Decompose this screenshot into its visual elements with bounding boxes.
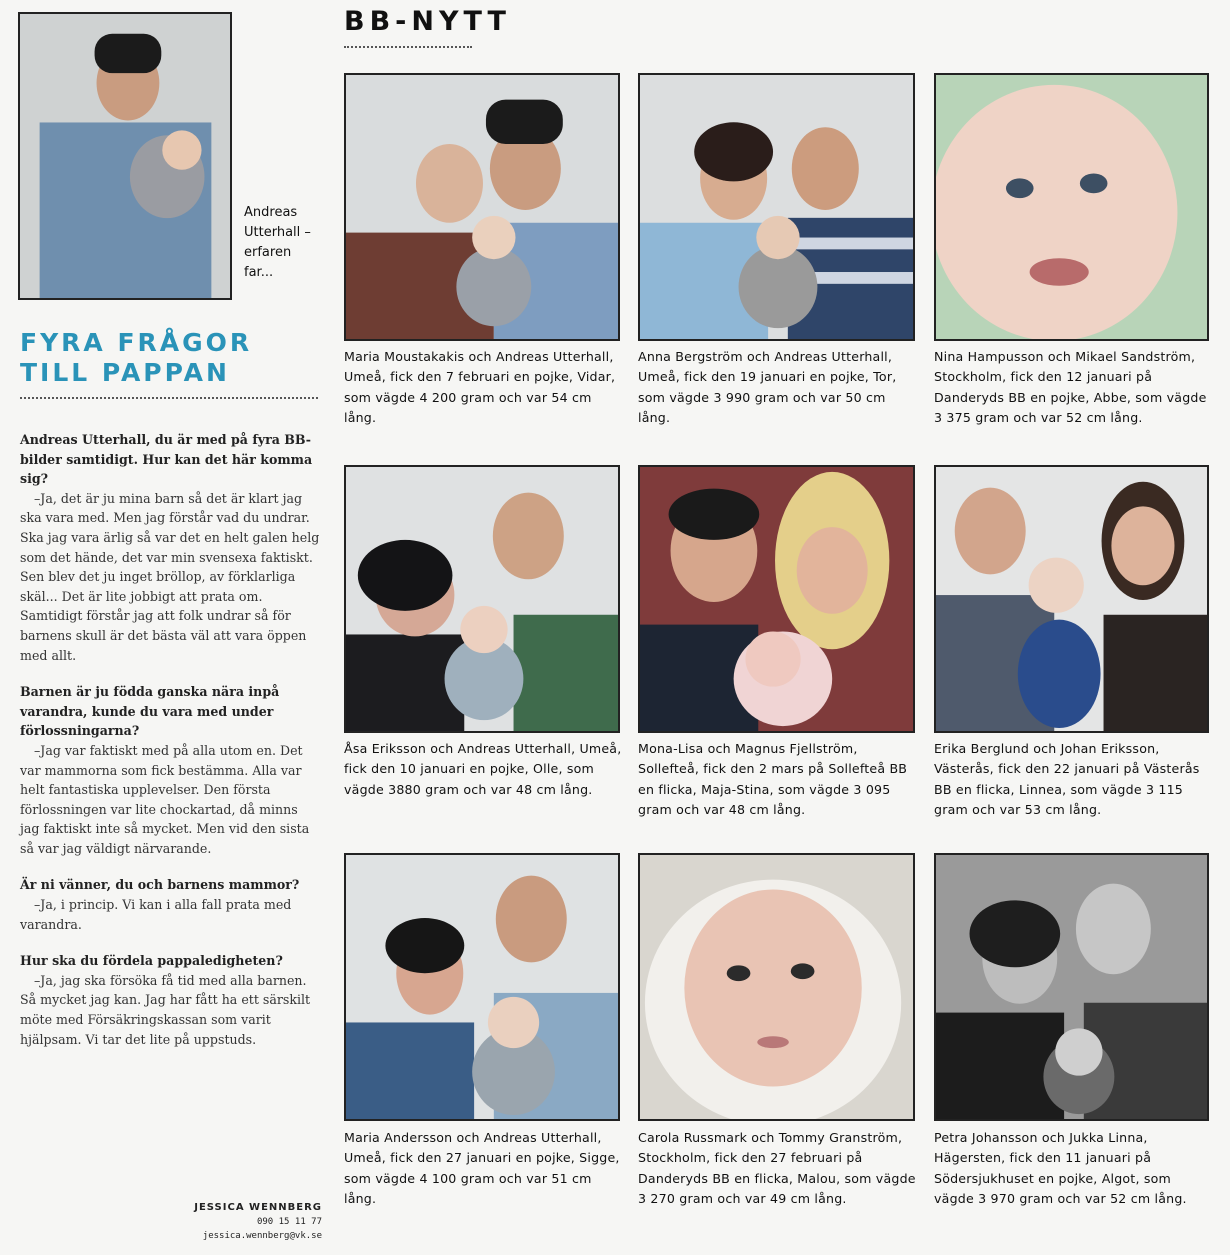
featured-photo-caption: Andreas Utterhall – erfaren far...	[244, 205, 311, 280]
announcement-caption-4: Åsa Eriksson och Andreas Utterhall, Umeå, fick den 10 januari en pojke, Olle, som vägde 3880 gram och var 48 cm lång.	[344, 741, 622, 797]
baby-photo-3-image	[936, 75, 1207, 339]
family-photo-1-image	[346, 75, 618, 339]
byline-name: JESSICA WENNBERG	[194, 1202, 322, 1213]
announcement-photo-4	[344, 465, 620, 733]
announcement-photo-6	[934, 465, 1209, 733]
section-rubric: BB-NYTT	[344, 6, 511, 37]
announcement-photo-8	[638, 853, 915, 1121]
announcement-photo-9	[934, 853, 1209, 1121]
announcement-photo-1	[344, 73, 620, 341]
family-photo-2-image	[640, 75, 913, 339]
question-2: Barnen är ju födda ganska nära inpå varandra, kunde du vara med under förlossningarna?	[20, 684, 280, 739]
announcement-caption-2: Anna Bergström och Andreas Utterhall, Umeå, fick den 19 januari en pojke, Tor, som vägde 3 990 gram och var 50 cm lång.	[638, 349, 897, 426]
answer-2: –Jag var faktiskt med på alla utom en. Det var mammorna som fick bestämma. Alla var helt fantastiska upplevelser. Den första förlossningen var lite chockartad, då minns jag faktiskt inte så mycket. Men vid den sista så var jag väldigt närvarande.	[20, 742, 310, 856]
question-1: Andreas Utterhall, du är med på fyra BB-bilder samtidigt. Hur kan det här komma sig?	[20, 432, 313, 487]
byline	[170, 1201, 322, 1243]
announcement-caption-8: Carola Russmark och Tommy Granström, Stockholm, fick den 27 februari på Danderyds BB en flicka, Malou, som vägde 3 270 gram och var 49 cm lång.	[638, 1130, 916, 1207]
featured-father-photo	[18, 12, 232, 300]
byline-phone: 090 15 11 77	[256, 1217, 322, 1227]
interview-body	[20, 430, 320, 1066]
family-photo-6-image	[936, 467, 1207, 731]
family-photo-5-image	[640, 467, 913, 731]
announcement-photo-7	[344, 853, 620, 1121]
family-photo-7-image	[346, 855, 618, 1119]
answer-1: –Ja, det är ju mina barn så det är klart jag ska vara med. Men jag förstår vad du undrar. Ska jag vara ärlig så var det en helt galen helg som det hände, det var min svensexa faktiskt. Sen blev det ju inget bröllop, av förklarliga skäl... Det är lite jobbigt att prata om. Samtidigt förstår jag att folk undrar så för barnens skull är det bästa väl att vara öppen med allt.	[20, 490, 320, 663]
announcement-caption-3: Nina Hampusson och Mikael Sandström, Stockholm, fick den 12 januari på Danderyds BB en pojke, Abbe, som vägde 3 375 gram och var 52 cm lång.	[934, 349, 1207, 426]
question-3: Är ni vänner, du och barnens mammor?	[20, 877, 300, 893]
family-photo-4-image	[346, 467, 618, 731]
question-4: Hur ska du fördela pappaledigheten?	[20, 953, 283, 969]
answer-3: –Ja, i princip. Vi kan i alla fall prata med varandra.	[20, 897, 292, 932]
rubric-divider	[344, 46, 472, 48]
announcement-photo-3	[934, 73, 1209, 341]
kicker-line-1: FYRA FRÅGOR	[20, 328, 253, 357]
answer-4: –Ja, jag ska försöka få tid med alla barnen. Så mycket jag kan. Jag har fått ha ett särskilt möte med Försäkringskassan som varit hjälpsam. Vi tar det lite på uppstuds.	[20, 972, 311, 1047]
announcement-caption-1: Maria Moustakakis och Andreas Utterhall, Umeå, fick den 7 februari en pojke, Vidar, som vägde 4 200 gram och var 54 cm lång.	[344, 349, 616, 426]
announcement-caption-5: Mona-Lisa och Magnus Fjellström, Sollefteå, fick den 2 mars på Sollefteå BB en flicka, Maja-Stina, som vägde 3 095 gram och var 48 cm lång.	[638, 741, 908, 818]
father-with-baby-image	[20, 14, 230, 298]
announcement-photo-2	[638, 73, 915, 341]
kicker-divider	[20, 397, 318, 399]
byline-email: jessica.wennberg@vk.se	[202, 1231, 322, 1241]
baby-photo-8-image	[640, 855, 913, 1119]
announcement-caption-7: Maria Andersson och Andreas Utterhall, Umeå, fick den 27 januari en pojke, Sigge, som vägde 4 100 gram och var 51 cm lång.	[344, 1130, 620, 1207]
announcement-caption-6: Erika Berglund och Johan Eriksson, Västerås, fick den 22 januari på Västerås BB en flicka, Linnea, som vägde 3 115 gram och var 53 cm lång.	[934, 741, 1200, 818]
announcement-caption-9: Petra Johansson och Jukka Linna, Hägersten, fick den 11 januari på Södersjukhuset en pojke, Algot, som vägde 3 970 gram och var 52 cm lång.	[934, 1130, 1187, 1207]
announcement-photo-5	[638, 465, 915, 733]
family-photo-9-image	[936, 855, 1207, 1119]
interview-kicker	[20, 328, 320, 388]
kicker-line-2: TILL PAPPAN	[20, 358, 230, 387]
